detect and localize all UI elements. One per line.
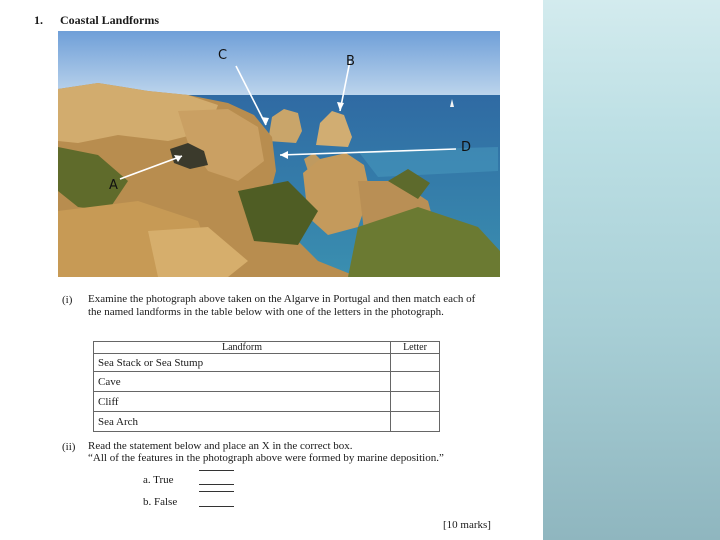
part-i-label: (i) — [62, 294, 73, 306]
landform-cell: Sea Stack or Sea Stump — [94, 354, 391, 372]
header-landform: Landform — [94, 342, 391, 354]
answer-box-line — [199, 491, 234, 492]
table-row — [94, 354, 440, 372]
landform-table — [93, 341, 440, 432]
landform-cell: Sea Arch — [94, 412, 391, 432]
table-row — [94, 412, 440, 432]
decorative-side-panel — [543, 0, 720, 540]
annotation-d: D — [461, 140, 472, 155]
answer-box-true[interactable] — [199, 484, 234, 485]
header-letter: Letter — [391, 342, 440, 354]
landform-cell: Cave — [94, 372, 391, 392]
landform-cell: Cliff — [94, 392, 391, 412]
part-ii-label: (ii) — [62, 441, 76, 453]
option-false: b. False — [143, 496, 178, 508]
question-number: 1. — [34, 13, 43, 27]
option-true: a. True — [143, 474, 174, 486]
marks-total: [10 marks] — [443, 519, 491, 531]
part-ii-instruction: Read the statement below and place an X in the correct box. — [88, 440, 353, 452]
table-row — [94, 372, 440, 392]
part-i-instructions: Examine the photograph above taken on the Algarve in Portugal and then match each of the named landforms in the table below with one of the letters in the photograph. — [88, 293, 476, 318]
coastal-photograph — [58, 31, 500, 277]
annotation-c: C — [218, 48, 228, 63]
answer-box-false[interactable] — [199, 506, 234, 507]
question-title: Coastal Landforms — [60, 13, 160, 27]
table-row — [94, 392, 440, 412]
letter-cell[interactable] — [391, 354, 440, 372]
table-header-row — [94, 342, 440, 354]
annotation-a: A — [109, 178, 118, 193]
letter-cell[interactable] — [391, 412, 440, 432]
part-ii-statement: “All of the features in the photograph above were formed by marine deposition.” — [88, 452, 444, 464]
letter-cell[interactable] — [391, 392, 440, 412]
annotation-b: B — [346, 54, 355, 69]
letter-cell[interactable] — [391, 372, 440, 392]
answer-box-line — [199, 470, 234, 471]
